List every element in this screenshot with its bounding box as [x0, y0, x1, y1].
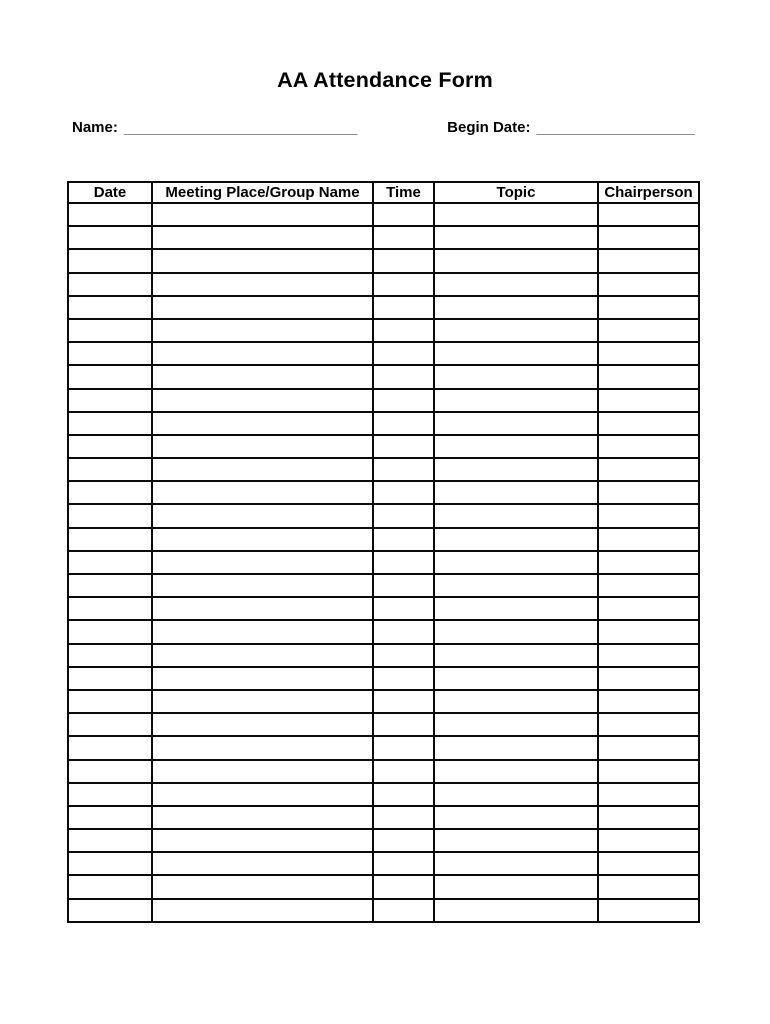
cell-time[interactable] — [373, 806, 434, 829]
cell-chairperson[interactable] — [598, 389, 699, 412]
cell-meeting[interactable] — [152, 435, 373, 458]
cell-date[interactable] — [68, 852, 152, 875]
cell-time[interactable] — [373, 852, 434, 875]
cell-date[interactable] — [68, 551, 152, 574]
cell-date[interactable] — [68, 597, 152, 620]
cell-chairperson[interactable] — [598, 458, 699, 481]
cell-time[interactable] — [373, 760, 434, 783]
cell-chairperson[interactable] — [598, 319, 699, 342]
name-field — [72, 119, 357, 136]
cell-time[interactable] — [373, 249, 434, 272]
cell-time[interactable] — [373, 551, 434, 574]
cell-date[interactable] — [68, 644, 152, 667]
cell-chairperson[interactable] — [598, 783, 699, 806]
begin-date-field — [447, 119, 695, 136]
name-label: Name: — [72, 119, 118, 136]
cell-chairperson[interactable] — [598, 713, 699, 736]
cell-time[interactable] — [373, 875, 434, 898]
cell-time[interactable] — [373, 736, 434, 759]
cell-chairperson[interactable] — [598, 551, 699, 574]
table-row — [68, 203, 699, 226]
cell-chairperson[interactable] — [598, 736, 699, 759]
table-row — [68, 551, 699, 574]
cell-meeting[interactable] — [152, 203, 373, 226]
table-row — [68, 667, 699, 690]
cell-date[interactable] — [68, 667, 152, 690]
cell-chairperson[interactable] — [598, 620, 699, 643]
form-title: AA Attendance Form — [277, 68, 493, 92]
table-row — [68, 829, 699, 852]
cell-meeting[interactable] — [152, 829, 373, 852]
cell-meeting[interactable] — [152, 852, 373, 875]
table-row — [68, 875, 699, 898]
cell-topic[interactable] — [434, 458, 598, 481]
cell-time[interactable] — [373, 412, 434, 435]
cell-topic[interactable] — [434, 783, 598, 806]
cell-chairperson[interactable] — [598, 667, 699, 690]
table-row — [68, 620, 699, 643]
table-row — [68, 597, 699, 620]
cell-chairperson[interactable] — [598, 296, 699, 319]
cell-chairperson[interactable] — [598, 899, 699, 922]
cell-meeting[interactable] — [152, 760, 373, 783]
cell-date[interactable] — [68, 458, 152, 481]
cell-meeting[interactable] — [152, 389, 373, 412]
cell-chairperson[interactable] — [598, 273, 699, 296]
cell-meeting[interactable] — [152, 713, 373, 736]
table-row — [68, 412, 699, 435]
cell-topic[interactable] — [434, 365, 598, 388]
cell-topic[interactable] — [434, 760, 598, 783]
cell-chairperson[interactable] — [598, 528, 699, 551]
cell-chairperson[interactable] — [598, 412, 699, 435]
cell-topic[interactable] — [434, 574, 598, 597]
cell-topic[interactable] — [434, 435, 598, 458]
cell-topic[interactable] — [434, 481, 598, 504]
cell-meeting[interactable] — [152, 481, 373, 504]
cell-time[interactable] — [373, 829, 434, 852]
cell-date[interactable] — [68, 829, 152, 852]
cell-chairperson[interactable] — [598, 342, 699, 365]
cell-chairperson[interactable] — [598, 644, 699, 667]
cell-chairperson[interactable] — [598, 852, 699, 875]
cell-date[interactable] — [68, 504, 152, 527]
cell-time[interactable] — [373, 528, 434, 551]
cell-meeting[interactable] — [152, 620, 373, 643]
header-fields — [72, 119, 695, 136]
cell-topic[interactable] — [434, 342, 598, 365]
cell-chairperson[interactable] — [598, 481, 699, 504]
cell-date[interactable] — [68, 528, 152, 551]
cell-topic[interactable] — [434, 667, 598, 690]
column-header-time: Time — [373, 182, 434, 203]
cell-date[interactable] — [68, 690, 152, 713]
cell-date[interactable] — [68, 249, 152, 272]
cell-chairperson[interactable] — [598, 760, 699, 783]
cell-time[interactable] — [373, 644, 434, 667]
attendance-table — [67, 181, 700, 923]
cell-topic[interactable] — [434, 389, 598, 412]
table-row — [68, 319, 699, 342]
cell-chairperson[interactable] — [598, 504, 699, 527]
cell-meeting[interactable] — [152, 783, 373, 806]
cell-date[interactable] — [68, 481, 152, 504]
table-row — [68, 249, 699, 272]
cell-time[interactable] — [373, 667, 434, 690]
cell-meeting[interactable] — [152, 644, 373, 667]
cell-chairperson[interactable] — [598, 806, 699, 829]
cell-meeting[interactable] — [152, 249, 373, 272]
table-row — [68, 690, 699, 713]
cell-meeting[interactable] — [152, 365, 373, 388]
cell-time[interactable] — [373, 597, 434, 620]
cell-time[interactable] — [373, 899, 434, 922]
cell-chairperson[interactable] — [598, 249, 699, 272]
cell-meeting[interactable] — [152, 296, 373, 319]
cell-meeting[interactable] — [152, 806, 373, 829]
cell-chairperson[interactable] — [598, 365, 699, 388]
table-row — [68, 899, 699, 922]
cell-time[interactable] — [373, 319, 434, 342]
cell-topic[interactable] — [434, 875, 598, 898]
cell-meeting[interactable] — [152, 412, 373, 435]
cell-date[interactable] — [68, 319, 152, 342]
name-blank-line[interactable]: ____________________________ — [123, 119, 358, 136]
cell-topic[interactable] — [434, 504, 598, 527]
cell-topic[interactable] — [434, 296, 598, 319]
column-header-topic: Topic — [434, 182, 598, 203]
column-header-date: Date — [68, 182, 152, 203]
cell-date[interactable] — [68, 296, 152, 319]
cell-meeting[interactable] — [152, 551, 373, 574]
cell-meeting[interactable] — [152, 273, 373, 296]
begin-date-label: Begin Date: — [447, 119, 531, 136]
table-row — [68, 481, 699, 504]
column-header-meeting: Meeting Place/Group Name — [152, 182, 373, 203]
cell-topic[interactable] — [434, 226, 598, 249]
cell-time[interactable] — [373, 435, 434, 458]
table-row — [68, 760, 699, 783]
cell-topic[interactable] — [434, 713, 598, 736]
cell-time[interactable] — [373, 203, 434, 226]
cell-date[interactable] — [68, 342, 152, 365]
cell-time[interactable] — [373, 481, 434, 504]
cell-date[interactable] — [68, 273, 152, 296]
cell-date[interactable] — [68, 713, 152, 736]
cell-topic[interactable] — [434, 528, 598, 551]
table-row — [68, 296, 699, 319]
cell-date[interactable] — [68, 760, 152, 783]
cell-topic[interactable] — [434, 736, 598, 759]
table-header-row — [68, 182, 699, 203]
cell-chairperson[interactable] — [598, 435, 699, 458]
cell-time[interactable] — [373, 690, 434, 713]
cell-meeting[interactable] — [152, 899, 373, 922]
cell-date[interactable] — [68, 783, 152, 806]
cell-date[interactable] — [68, 574, 152, 597]
cell-date[interactable] — [68, 389, 152, 412]
cell-meeting[interactable] — [152, 667, 373, 690]
table-row — [68, 783, 699, 806]
cell-meeting[interactable] — [152, 574, 373, 597]
table-row — [68, 273, 699, 296]
cell-topic[interactable] — [434, 249, 598, 272]
cell-chairperson[interactable] — [598, 574, 699, 597]
cell-topic[interactable] — [434, 690, 598, 713]
cell-meeting[interactable] — [152, 342, 373, 365]
cell-topic[interactable] — [434, 620, 598, 643]
cell-topic[interactable] — [434, 203, 598, 226]
cell-chairperson[interactable] — [598, 690, 699, 713]
cell-topic[interactable] — [434, 551, 598, 574]
cell-time[interactable] — [373, 713, 434, 736]
table-row — [68, 504, 699, 527]
cell-meeting[interactable] — [152, 597, 373, 620]
cell-chairperson[interactable] — [598, 597, 699, 620]
table-row — [68, 852, 699, 875]
table-row — [68, 342, 699, 365]
cell-topic[interactable] — [434, 273, 598, 296]
cell-topic[interactable] — [434, 829, 598, 852]
cell-time[interactable] — [373, 574, 434, 597]
cell-meeting[interactable] — [152, 319, 373, 342]
cell-chairperson[interactable] — [598, 875, 699, 898]
cell-topic[interactable] — [434, 644, 598, 667]
cell-chairperson[interactable] — [598, 829, 699, 852]
cell-date[interactable] — [68, 435, 152, 458]
table-row — [68, 389, 699, 412]
cell-topic[interactable] — [434, 899, 598, 922]
cell-time[interactable] — [373, 273, 434, 296]
cell-topic[interactable] — [434, 319, 598, 342]
cell-topic[interactable] — [434, 806, 598, 829]
cell-meeting[interactable] — [152, 458, 373, 481]
table-row — [68, 458, 699, 481]
cell-meeting[interactable] — [152, 690, 373, 713]
cell-date[interactable] — [68, 620, 152, 643]
column-header-chairperson: Chairperson — [598, 182, 699, 203]
cell-chairperson[interactable] — [598, 203, 699, 226]
cell-meeting[interactable] — [152, 875, 373, 898]
table-row — [68, 435, 699, 458]
cell-time[interactable] — [373, 458, 434, 481]
cell-time[interactable] — [373, 504, 434, 527]
cell-date[interactable] — [68, 365, 152, 388]
cell-time[interactable] — [373, 296, 434, 319]
cell-time[interactable] — [373, 389, 434, 412]
cell-date[interactable] — [68, 806, 152, 829]
table-row — [68, 574, 699, 597]
cell-topic[interactable] — [434, 852, 598, 875]
cell-date[interactable] — [68, 203, 152, 226]
cell-date[interactable] — [68, 899, 152, 922]
cell-date[interactable] — [68, 736, 152, 759]
begin-date-blank-line[interactable]: ___________________ — [536, 119, 695, 136]
table-row — [68, 736, 699, 759]
table-row — [68, 528, 699, 551]
cell-chairperson[interactable] — [598, 226, 699, 249]
table-row — [68, 713, 699, 736]
cell-time[interactable] — [373, 365, 434, 388]
cell-meeting[interactable] — [152, 504, 373, 527]
table-row — [68, 644, 699, 667]
cell-time[interactable] — [373, 783, 434, 806]
cell-meeting[interactable] — [152, 226, 373, 249]
cell-meeting[interactable] — [152, 528, 373, 551]
table-row — [68, 806, 699, 829]
cell-date[interactable] — [68, 412, 152, 435]
cell-time[interactable] — [373, 342, 434, 365]
cell-date[interactable] — [68, 875, 152, 898]
cell-date[interactable] — [68, 226, 152, 249]
cell-time[interactable] — [373, 620, 434, 643]
cell-time[interactable] — [373, 226, 434, 249]
table-row — [68, 226, 699, 249]
cell-topic[interactable] — [434, 412, 598, 435]
cell-topic[interactable] — [434, 597, 598, 620]
table-row — [68, 365, 699, 388]
cell-meeting[interactable] — [152, 736, 373, 759]
